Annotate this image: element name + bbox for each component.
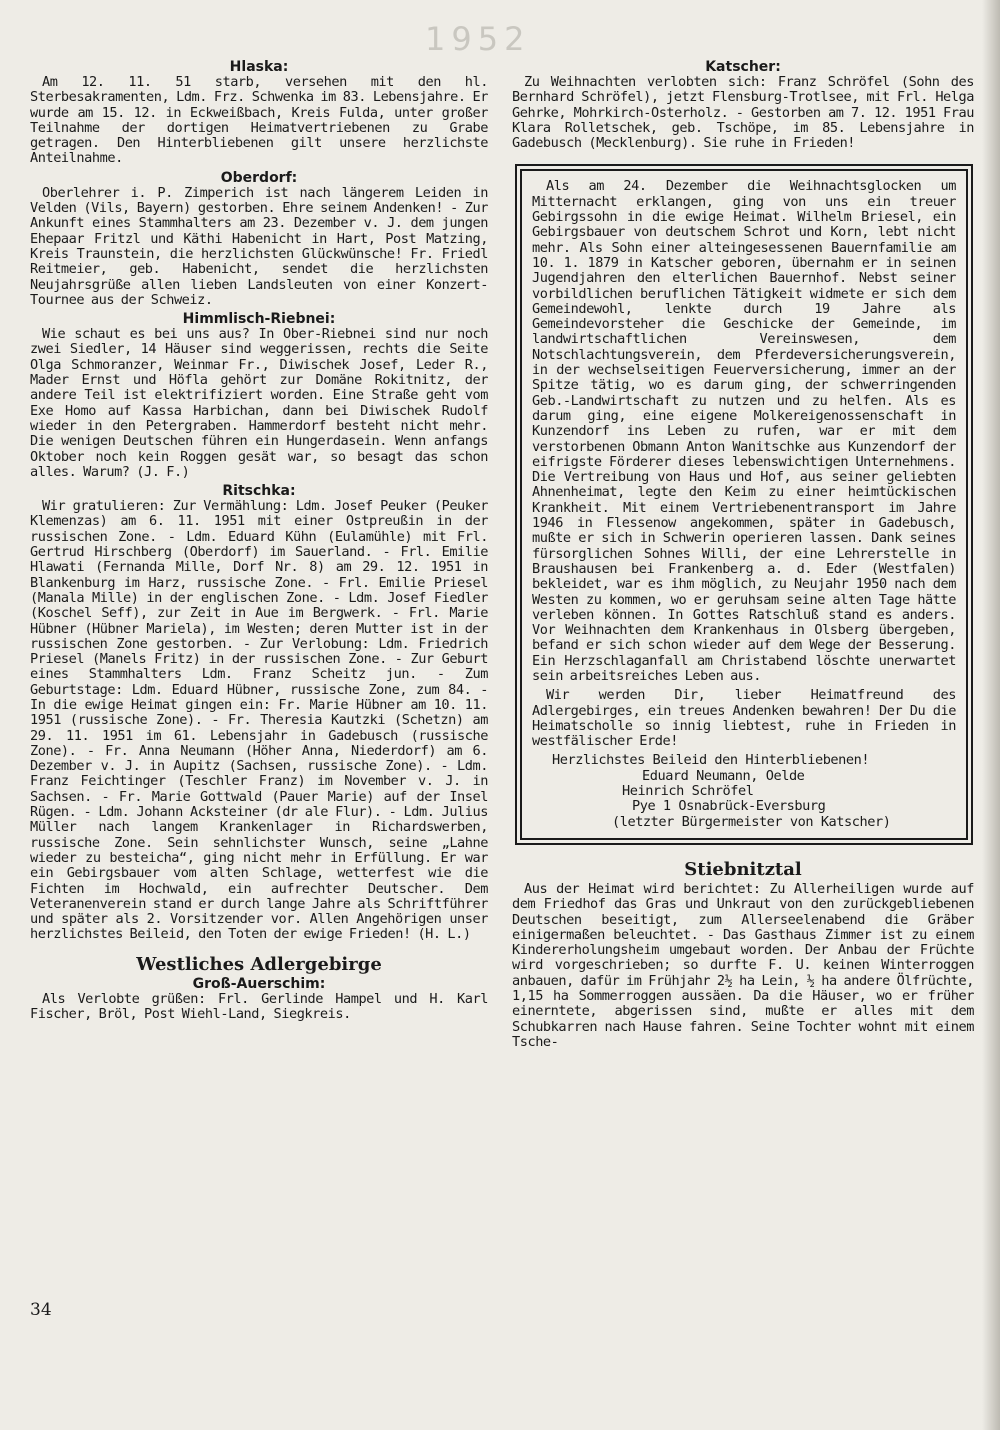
right-column (512, 60, 974, 1054)
section-title-himmlisch-riebnei: Himmlisch-Riebnei: (182, 311, 336, 328)
obituary-condolence: Herzlichstes Beileid den Hinterbliebenen! (552, 752, 870, 769)
gross-auerschim-text: Als Verlobte grüßen: Frl. Gerlinde Hampel und H. Karl Fischer, Bröl, Post Wiehl-Land, Siegkreis. (30, 990, 488, 1023)
section-title-hlaska: Hlaska: (229, 59, 289, 75)
faded-year-stamp: 1952 (425, 20, 531, 58)
oberdorf-text: Oberlehrer i. P. Zimperich ist nach längerem Leiden in Velden (Vils, Bayern) gestorben. Ehre seinem Andenken! - Zur Ankunft eines Stammhalters am 23. Dezember v. J. dem jungen Ehepaar Fritzl und Käthi Habenicht in Hart, Post Matzing, Kreis Traunstein, die herzlichsten Glückwünsche! Fr. Friedl Reitmeier, geb. Habenicht, sendet die herzlichsten Neujahrsgrüße allen lieben Landsleuten von einer Konzert-Tournee aus der Schweiz. (30, 184, 488, 308)
obituary-text: Als am 24. Dezember die Weihnachtsglocken um Mitternacht erklangen, ging von uns ein treuer Gebirgssohn in die ewige Heimat. Wilhelm Briesel, ein Gebirgsbauer von deutschem Schrot und Korn, lebt nicht mehr. Als Sohn einer alteingesessenen Bauernfamilie am 10. 1. 1879 in Katscher geboren, übernahm er in seinen Jugendjahren den elterlichen Bauernhof. Nebst seiner vorbildlichen beruflichen Tätigkeit widmete er sich dem Gemeindewohl, lenkte durch 19 Jahre als Gemeindevorsteher die Geschicke der Gemeinde, im landwirtschaftlichen Vereinswesen, dem Notschlachtungsverein, dem Pferdeversicherungsverein, in der wechselseitigen Feuerversicherung, immer an der Spitze tätig, wo es darum ging, der schwerringenden Geb.-Landwirtschaft zu nutzen und zu helfen. Als es darum ging, eine eigene Molkereigenossenschaft in Kunzendorf ins Leben zu rufen, war er mit dem verstorbenen Obmann Anton Wanitschke aus Kunzendorf der eifrigste Förderer dieses lebenswichtigen Unternehmens. Die Vertreibung von Haus und Hof, aus seiner geliebten Ahnenheimat, legte den Keim zu einer heimtückischen Krankheit. Mit einem Vertriebenentransport im Jahre 1946 in Flessenow angekommen, später in Gadebusch, mußte er sich in Schwerin operieren lassen. Dank seines fürsorglichen Sohnes Willi, der eine Lehrerstelle in Braushausen bei Frankenberg a. d. Eder (Westfalen) bekleidet, war es ihm möglich, zu Neujahr 1950 nach dem Westen zu kommen, wo er geruhsam seine alten Tage hätte verleben können. In Gottes Ratschluß stand es anders. Vor Weihnachten dem Krankenhaus in Olsberg übergeben, befand er sich schon wieder auf dem Wege der Besserung. Ein Herzschlaganfall am Christabend löschte unerwartet sein arbeitsreiches Leben aus. (532, 178, 956, 684)
obituary-signature-address: Pye 1 Osnabrück-Eversburg (632, 798, 826, 815)
left-column (30, 60, 488, 1026)
obituary-signature-role: (letzter Bürgermeister von Katscher) (612, 813, 891, 830)
hlaska-text: Am 12. 11. 51 starb, versehen mit den hl. Sterbesakramenten, Ldm. Frz. Schwenka im 83. Lebensjahre. Er wurde am 15. 12. in Eckweißbach, Kreis Fulda, unter großer Teilnahme der dortigen Heimatvertriebenen zu Grabe getragen. Den Hinterbliebenen gilt unsere herzlichste Anteilnahme. (30, 74, 488, 167)
obituary-signature-neumann: Eduard Neumann, Oelde (642, 767, 805, 784)
page-edge-shadow (982, 0, 1000, 1430)
section-title-ritschka: Ritschka: (222, 483, 296, 500)
obituary-box (520, 169, 968, 839)
section-title-oberdorf: Oberdorf: (220, 169, 298, 186)
katscher-text: Zu Weihnachten verlobten sich: Franz Schröfel (Sohn des Bernhard Schröfel), jetzt Flensburg-Trotlsee, mit Frl. Helga Gehrke, Mohrkirch-Osterholz. - Gestorben am 7. 12. 1951 Frau Klara Rolletschek, geb. Tschöpe, im 85. Lebensjahre in Gadebusch (Mecklenburg). Sie ruhe in Frieden! (512, 74, 974, 152)
section-title-katscher: Katscher: (705, 59, 781, 75)
himmlisch-riebnei-text: Wie schaut es bei uns aus? In Ober-Riebnei sind nur noch zwei Siedler, 14 Häuser sind weggerissen, rechts die Seite Olga Schmoranzer, Weinmar Fr., Diwischek Josef, Leder R., Mader Ernst und Höfla gehört zur Domäne Rokitnitz, der andere Teil ist elektrifiziert worden. Eine Straße geht vom Exe Homo auf Kassa Harbichan, dann bei Diwischek Rudolf wieder in den Petergraben. Hammerdorf besteht nicht mehr. Die wenigen Deutschen führen ein Hungerdasein. Wenn anfangs Oktober noch kein Roggen gesät war, so besagt das schon alles. Warum? (J. F.) (30, 326, 488, 480)
obituary-closing: Wir werden Dir, lieber Heimatfreund des Adlergebirges, ein treues Andenken bewahren! Der Du die Heimatscholle so innig liebtest, ruhe in Frieden in westfälischer Erde! (532, 687, 956, 750)
obituary-signature-schroefel: Heinrich Schröfel (622, 783, 754, 800)
ritschka-text: Wir gratulieren: Zur Vermählung: Ldm. Josef Peuker (Peuker Klemenzas) am 6. 11. 1951 mit einer Ostpreußin in der russischen Zone. - Ldm. Eduard Kühn (Eulamühle) mit Frl. Gertrud Hirschberg (Oberdorf) im Sauerland. - Frl. Emilie Hlawati (Fernanda Mille, Dorf Nr. 8) am 29. 12. 1951 in Blankenburg im Harz, russische Zone. - Frl. Emilie Priesel (Manala Mille) in der englischen Zone. - Ldm. Josef Fiedler (Koschel Seff), zur Zeit in Aue im Bergwerk. - Frl. Marie Hübner (Hübner Mariela), im Westen; deren Mutter ist in der russischen Zone gestorben. - Zur Verlobung: Ldm. Friedrich Priesel (Manels Fritz) in der russischen Zone. - Zur Geburt eines Stammhalters Ldm. Franz Scheitz jun. - Zum Geburtstage: Ldm. Eduard Hübner, russische Zone, zum 84. - In die ewige Heimat gingen ein: Fr. Marie Hübner am 10. 11. 1951 (russische Zone). - Fr. Theresia Kautzki (Schetzn) am 29. 11. 1951 im 61. Lebensjahr in Gadebusch (russische Zone). - Fr. Anna Neumann (Höher Anna, Niederdorf) am 6. Dezember v. J. in Aupitz (Sachsen, russische Zone). - Ldm. Franz Feichtinger (Teschler Franz) im November v. J. in Sachsen. - Fr. Marie Gottwald (Pauer Marie) auf der Insel Rügen. - Ldm. Johann Acksteiner (dr ale Flur). - Ldm. Julius Müller nach langem Krankenlager in Richardswerben, russische Zone. Sein sehnlichster Wunsch, seine „Lahne wieder zu besteicha“, ging nicht mehr in Erfüllung. Er war ein Gebirgsbauer vom alten Schlage, wetterfest wie die Fichten im Hochwald, ein aufrechter Deutscher. Dem Veteranenverein stand er durch lange Jahre als Schriftführer und später als 2. Vorsitzender vor. Allen Angehörigen unser herzlichstes Beileid, den Toten der ewige Frieden! (H. L.) (30, 498, 488, 943)
section-title-westliches-adlergebirge: Westliches Adlergebirge (136, 953, 382, 975)
section-title-stiebnitztal: Stiebnitztal (684, 858, 802, 880)
page-number: 34 (30, 1300, 52, 1320)
stiebnitztal-text: Aus der Heimat wird berichtet: Zu Allerheiligen wurde auf dem Friedhof das Gras und Unkraut von den zurückgebliebenen Deutschen beseitigt, zum Allerseelenabend die Gräber einigermaßen beleuchtet. - Das Gasthaus Zimmer ist zu einem Kindererholungsheim umgebaut worden. Der Anbau der Früchte wird vorgeschrieben; so durfte F. U. keinen Winterroggen anbauen, dafür im Frühjahr 2½ ha Lein, ½ ha andere Ölfrüchte, 1,15 ha Sommerroggen aussäen. Da die Häuser, wo er früher einerntete, abgerissen sind, mußte er alles mit dem Schubkarren nach Hause fahren. Seine Tochter wohnt mit einem Tsche- (512, 880, 974, 1050)
subsection-title-gross-auerschim: Groß-Auerschim: (192, 975, 326, 992)
